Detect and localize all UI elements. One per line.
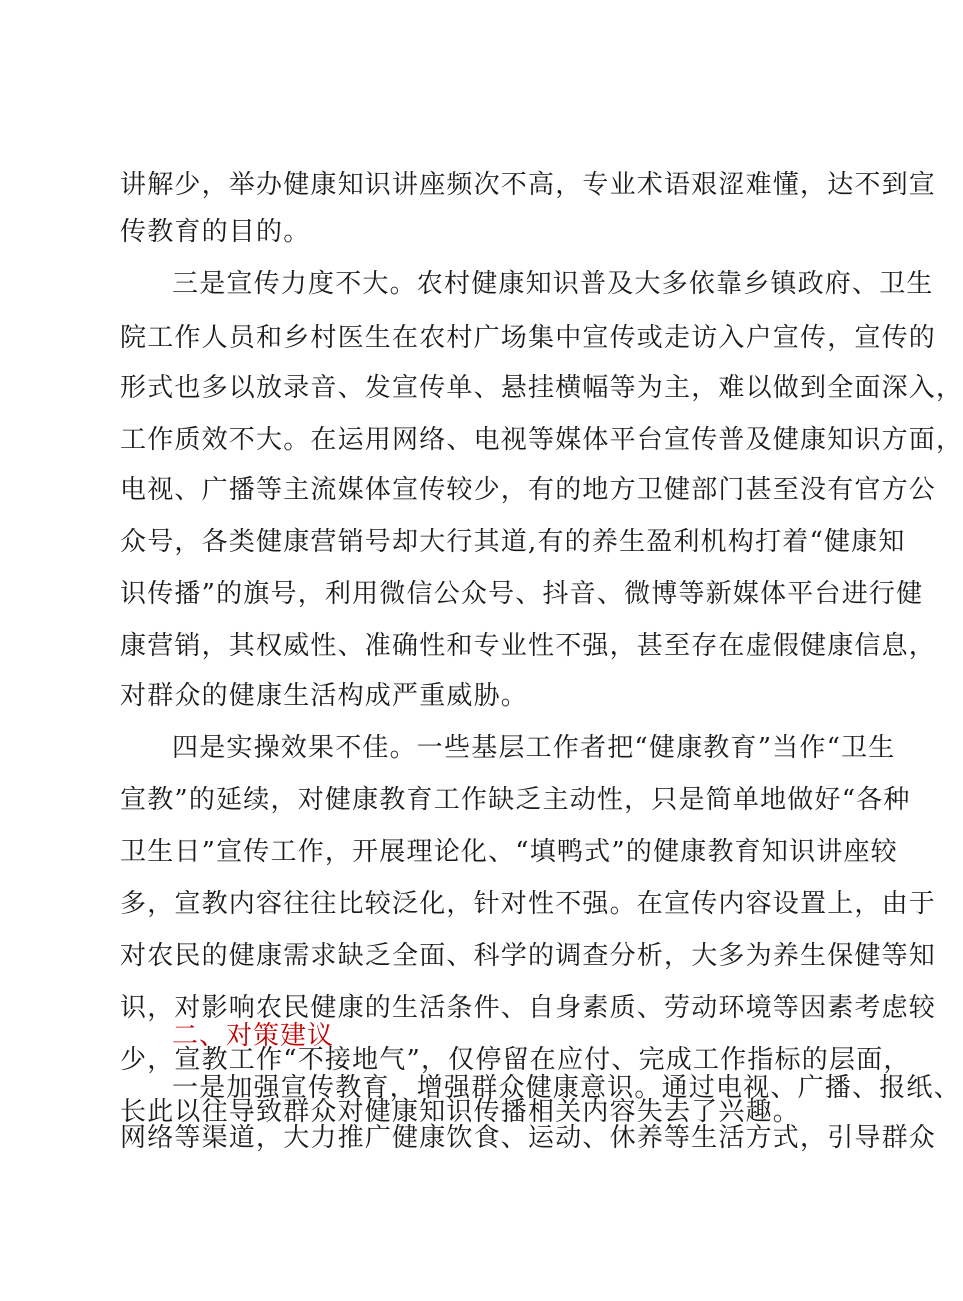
paragraph-line: 一是加强宣传教育，增强群众健康意识。通过电视、广播、报纸、 — [172, 1073, 961, 1103]
paragraph-line: 长此以往导致群众对健康知识传播相关内容失去了兴趣。 — [120, 1097, 801, 1127]
paragraph-line: 康营销，其权威性、准确性和专业性不强，甚至存在虚假健康信息， — [120, 631, 937, 661]
paragraph-line: 宣教”的延续，对健康教育工作缺乏主动性，只是简单地做好“各种 — [120, 785, 911, 815]
paragraph-line: 四是实操效果不佳。一些基层工作者把“健康教育”当作“卫生 — [172, 733, 896, 763]
paragraph-line: 少，宣教工作“不接地气”，仅停留在应付、完成工作指标的层面， — [120, 1045, 911, 1075]
paragraph-line: 对群众的健康生活构成严重威胁。 — [120, 681, 529, 711]
paragraph-line: 电视、广播等主流媒体宣传较少，有的地方卫健部门甚至没有官方公 — [120, 475, 937, 505]
paragraph-line: 网络等渠道，大力推广健康饮食、运动、休养等生活方式，引导群众 — [120, 1123, 937, 1153]
paragraph-line: 工作质效不大。在运用网络、电视等媒体平台宣传普及健康知识方面， — [120, 425, 963, 455]
paragraph-line: 讲解少，举办健康知识讲座频次不高，专业术语艰涩难懂，达不到宣 — [120, 170, 937, 200]
paragraph-line: 对农民的健康需求缺乏全面、科学的调查分析，大多为养生保健等知 — [120, 941, 937, 971]
paragraph-line: 识传播”的旗号，利用微信公众号、抖音、微博等新媒体平台进行健 — [120, 579, 924, 609]
paragraph-line: 院工作人员和乡村医生在农村广场集中宣传或走访入户宣传，宣传的 — [120, 323, 937, 353]
paragraph-line: 众号，各类健康营销号却大行其道,有的养生盈利机构打着“健康知 — [120, 527, 906, 557]
paragraph-line: 多，宣教内容往往比较泛化，针对性不强。在宣传内容设置上，由于 — [120, 889, 937, 919]
paragraph-line: 识，对影响农民健康的生活条件、自身素质、劳动环境等因素考虑较 — [120, 993, 937, 1023]
section-heading: 二、对策建议 — [172, 1021, 335, 1051]
paragraph-line: 卫生日”宣传工作，开展理论化、“填鸭式”的健康教育知识讲座较 — [120, 837, 898, 867]
paragraph-line: 形式也多以放录音、发宣传单、悬挂横幅等为主，难以做到全面深入， — [120, 373, 963, 403]
paragraph-line: 传教育的目的。 — [120, 217, 311, 247]
paragraph-line: 三是宣传力度不大。农村健康知识普及大多依靠乡镇政府、卫生 — [172, 269, 934, 299]
